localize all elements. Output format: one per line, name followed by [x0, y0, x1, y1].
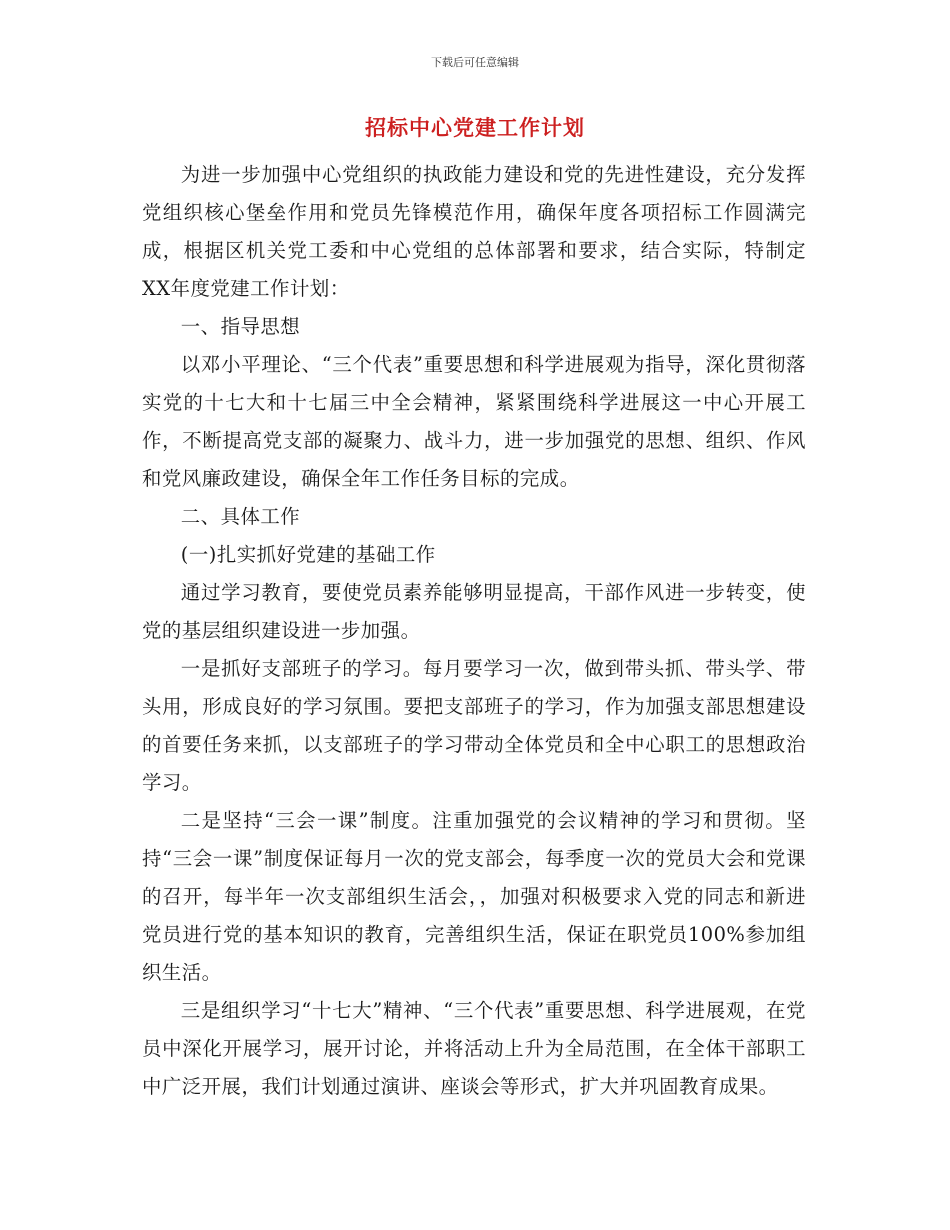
subsection-heading-basic-work: (一)扎实抓好党建的基础工作: [180, 543, 436, 566]
basic-work-paragraph: 通过学习教育，要使党员素养能够明显提高，干部作风进一步转变，使党的基层组织建设进一步加强。: [142, 581, 806, 642]
header-note: 下载后可任意编辑: [431, 56, 519, 69]
item-three-paragraph: 三是组织学习“十七大”精神、“三个代表”重要思想、科学进展观，在党员中深化开展学习，展开讨论，并将活动上升为全局范围，在全体干部职工中广泛开展，我们计划通过演讲、座谈会等形式，扩大并巩固教育成果。: [142, 999, 806, 1098]
intro-paragraph: 为进一步加强中心党组织的执政能力建设和党的先进性建设，充分发挥党组织核心堡垒作用和党员先锋模范作用，确保年度各项招标工作圆满完成，根据区机关党工委和中心党组的总体部署和要求，结合实际，特制定XX年度党建工作计划：: [142, 163, 806, 300]
guiding-ideology-paragraph: 以邓小平理论、“三个代表”重要思想和科学进展观为指导，深化贯彻落实党的十七大和十七届三中全会精神，紧紧围绕科学进展这一中心开展工作，不断提高党支部的凝聚力、战斗力，进一步加强党的思想、组织、作风和党风廉政建设，确保全年工作任务目标的完成。: [142, 353, 806, 490]
item-two-paragraph: 二是坚持“三会一课”制度。注重加强党的会议精神的学习和贯彻。坚持“三会一课”制度保证每月一次的党支部会，每季度一次的党员大会和党课的召开，每半年一次支部组织生活会，，加强对积极要求入党的同志和新进党员进行党的基本知识的教育，完善组织生活，保证在职党员100%参加组织生活。: [142, 809, 806, 984]
document-title: 招标中心党建工作计划: [365, 115, 585, 140]
section-heading-specific-work: 二、具体工作: [180, 505, 301, 528]
item-one-paragraph: 一是抓好支部班子的学习。每月要学习一次，做到带头抓、带头学、带头用，形成良好的学习氛围。要把支部班子的学习，作为加强支部思想建设的首要任务来抓，以支部班子的学习带动全体党员和全中心职工的思想政治学习。: [142, 657, 806, 794]
section-heading-guiding-ideology: 一、指导思想: [180, 315, 301, 338]
document-body: [142, 156, 806, 1106]
